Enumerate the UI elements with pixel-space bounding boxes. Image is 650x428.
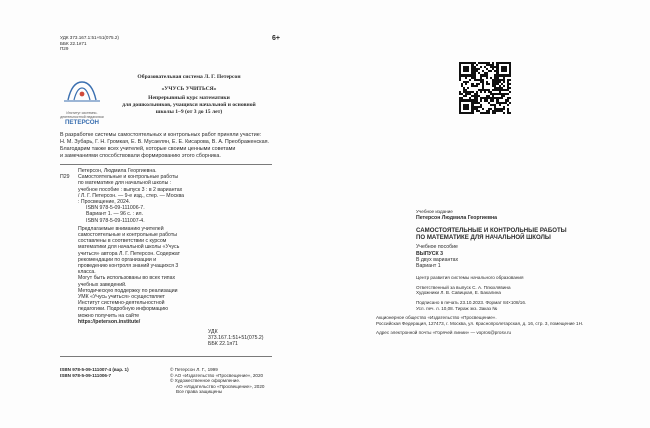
publisher-logo [60, 76, 104, 126]
series-block [104, 74, 274, 116]
card-udc: УДК 373.167.1:51+51(075.2) [208, 329, 264, 342]
series-audience: для дошкольников, учащихся начальной и основной [122, 102, 256, 108]
card-bottom-rule [60, 356, 272, 357]
book-title-line-2: ПО МАТЕМАТИКЕ ДЛЯ НАЧАЛЬНОЙ ШКОЛЫ [416, 234, 551, 242]
card-variant: Вариант 1. — 96 с. : ил. [86, 211, 144, 218]
card-isbn: ISBN 978-5-09-111006-7. [86, 205, 145, 212]
age-rating: 6+ [272, 35, 280, 42]
logo-graphic-icon [60, 76, 104, 106]
author-code: П29 [60, 46, 69, 52]
isbn-block [60, 367, 180, 378]
imprint-email: Адрес электронной почты «Горячей линии» — vopros@prosv.ru [376, 330, 512, 336]
series-course: Непрерывный курс математики [148, 95, 230, 101]
card-rights: Могут быть использованы во всех типах учебных заведений. [78, 275, 176, 288]
card-code: П29 [60, 174, 70, 180]
bbk-code: ББК 22.1я71 [60, 40, 87, 46]
qr-code [459, 62, 511, 114]
series-program: «УЧУСЬ УЧИТЬСЯ» [161, 86, 217, 92]
series-system: Образовательная система Л. Г. Петерсон [137, 74, 241, 80]
book-variants: В двух вариантах [416, 256, 459, 263]
copyright-block [170, 367, 290, 395]
copyright-design-owner: АО «Издательство «Просвещение», 2020 [176, 383, 265, 389]
udc-block [60, 35, 220, 52]
card-top-rule [60, 164, 272, 165]
imprint-author-name: Петерсон Людмила Георгиевна [416, 214, 498, 221]
copyright-publisher: © АО «Издательство «Просвещение», 2020 [170, 372, 264, 378]
imprint-block [376, 209, 616, 336]
edition-type: Учебное издание [416, 209, 453, 214]
isbn-all: ISBN 978-5-09-111006-7 [60, 372, 112, 378]
book-issue: ВЫПУСК 3 [416, 250, 444, 257]
udc-code: УДК 373.167.1:51+51(075.2) [60, 35, 119, 40]
qr-module [509, 112, 511, 114]
isbn-variant-1: ISBN 978-5-09-111007-4 (вар. 1) [60, 367, 129, 372]
card-description: Предлагаемые вниманию учителей самостоятельные и контрольные работы составлены в соответствии с курсом математики для начальной школы «Учусь учиться» автора Л. Г. Петерсон. Содержат рекомендации по организации и проведению контроля знаний учащихся 3 класса. [78, 225, 181, 276]
logo-name: ПЕТЕРСОН [64, 119, 100, 126]
copyright-author: © Петерсон Л. Г., 1999 [170, 367, 218, 372]
series-grades: школы 1–9 (от 3 до 15 лет) [155, 109, 223, 115]
contributors-note: В разработке системы самостоятельных и контрольных работ приняли участие: Н. М. Зубарь, Г. Н. Громкая, Е. В. Мусаелян, Е. Е. Кисарова, В. А. Преображенская. Благодарим также всех учителей, которые своими ценными советами и замечаниями способствовали формированию этого сборника. [60, 132, 270, 159]
copyright-design: © Художественное оформление. [170, 378, 241, 384]
card-bbk: ББК 22.1я71 [208, 341, 238, 348]
imprint-author [376, 215, 616, 221]
copyright-rights: Все права защищены [176, 389, 223, 395]
logo-tagline: Институт системно-деятельностной педагогики [60, 111, 104, 119]
card-support: Методическую поддержку по реализации УМК «Учусь учиться» осуществляет Институт системно-деятельностной педагогики. Подробную информацию можно получить на сайте [78, 287, 178, 319]
imprint-print-info: Подписано в печать 23.10.2023. Формат 84×108/16. Усл. печ. л. 10,08. Тираж экз. Заказ № [416, 299, 527, 311]
imprint-center: Центр развития системы начального образования [416, 275, 524, 281]
imprint-staff: Ответственный за выпуск С. А. Плюхлявина Художники Л. В. Савицкая, Е. Бакалина [416, 284, 511, 296]
book-title-line-1: САМОСТОЯТЕЛЬНЫЕ И КОНТРОЛЬНЫЕ РАБОТЫ [416, 226, 567, 234]
card-site-link[interactable]: https://peterson.institute/ [78, 318, 141, 325]
imprint-publisher: Акционерное общество «Издательство «Просвещение». Российская Федерация, 127473, г. Москва, ул. Краснопролетарская, д. 16, стр. 3, помещение 1Н. [376, 315, 584, 326]
card-body: Самостоятельные и контрольные работы по математике для начальной школы : учебное пособие : выпуск 3 : в 2 вариантах / Л. Г. Петерсон. — 9-е изд., стер. — Москва : Просвещение, 2024. [78, 174, 185, 206]
book-variant: Вариант 1 [416, 263, 441, 269]
book-kind: Учебное пособие [416, 244, 458, 251]
card-author: Петерсон, Людмила Георгиевна. [78, 168, 157, 174]
card-isbn-2: ISBN 978-5-09-111007-4. [86, 217, 145, 224]
library-card [60, 168, 272, 348]
